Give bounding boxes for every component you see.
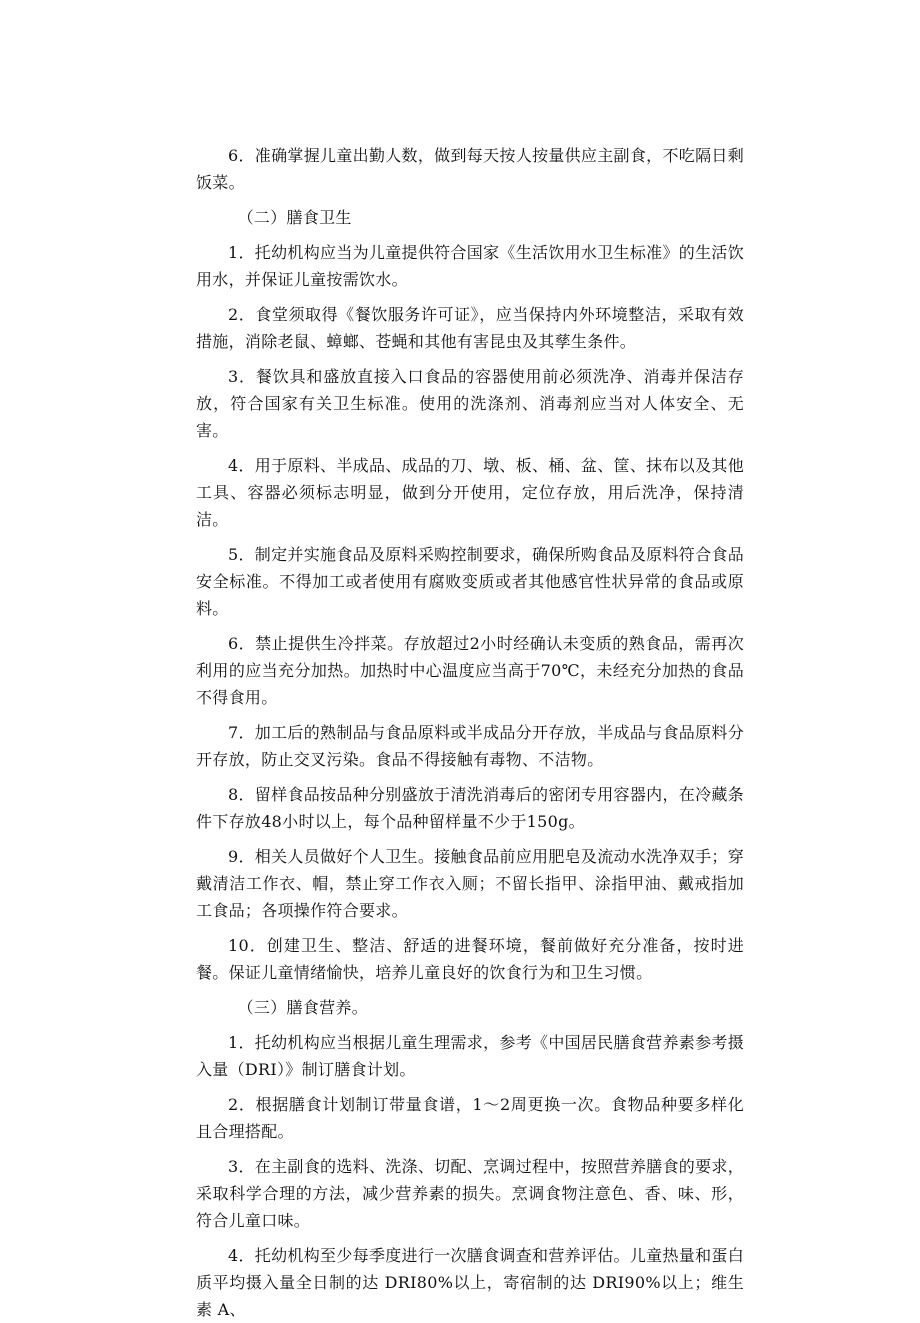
paragraph-item-3-cooking: 3．在主副食的选料、洗涤、切配、烹调过程中，按照营养膳食的要求，采取科学合理的方法，减少营养素的损失。烹调食物注意色、香、味、形，符合儿童口味。 bbox=[196, 1157, 744, 1230]
paragraph-item-7-separate-storage: 7．加工后的熟制品与食品原料或半成品分开存放，半成品与食品原料分开存放，防止交叉污染。食品不得接触有毒物、不洁物。 bbox=[196, 723, 744, 769]
paragraph-item-5-procurement: 5．制定并实施食品及原料采购控制要求，确保所购食品及原料符合食品安全标准。不得加工或者使用有腐败变质或者其他感官性状异常的食品或原料。 bbox=[196, 545, 744, 618]
paragraph-item-1-drinking-water: 1．托幼机构应当为儿童提供符合国家《生活饮用水卫生标准》的生活饮用水，并保证儿童按需饮水。 bbox=[196, 243, 744, 289]
paragraph-item-2-canteen-license: 2．食堂须取得《餐饮服务许可证》，应当保持内外环境整洁，采取有效措施，消除老鼠、蟑螂、苍蝇和其他有害昆虫及其孳生条件。 bbox=[196, 305, 744, 351]
paragraph-item-4-tools-labeling: 4．用于原料、半成品、成品的刀、墩、板、桶、盆、筐、抹布以及其他工具、容器必须标志明显，做到分开使用，定位存放，用后洗净，保持清洁。 bbox=[196, 456, 744, 529]
paragraph-item-6-cold-dishes: 6．禁止提供生冷拌菜。存放超过2小时经确认未变质的熟食品，需再次利用的应当充分加热。加热时中心温度应当高于70℃，未经充分加热的食品不得食用。 bbox=[196, 634, 744, 707]
paragraph-item-10-dining-environment: 10．创建卫生、整洁、舒适的进餐环境，餐前做好充分准备，按时进餐。保证儿童情绪愉快，培养儿童良好的饮食行为和卫生习惯。 bbox=[196, 936, 744, 982]
section-heading-diet-hygiene: （二）膳食卫生 bbox=[237, 208, 352, 227]
paragraph-item-4-nutrition-assessment: 4．托幼机构至少每季度进行一次膳食调查和营养评估。儿童热量和蛋白质平均摄入量全日制的达 DRI80%以上，寄宿制的达 DRI90%以上；维生素 A、 bbox=[196, 1246, 744, 1319]
paragraph-item-1-diet-plan: 1．托幼机构应当根据儿童生理需求，参考《中国居民膳食营养素参考摄入量（DRI）》制订膳食计划。 bbox=[196, 1033, 744, 1079]
paragraph-item-6-attendance: 6．准确掌握儿童出勤人数，做到每天按人按量供应主副食，不吃隔日剩饭菜。 bbox=[196, 146, 744, 192]
paragraph-item-3-tableware: 3．餐饮具和盛放直接入口食品的容器使用前必须洗净、消毒并保洁存放，符合国家有关卫生标准。使用的洗涤剂、消毒剂应当对人体安全、无害。 bbox=[196, 367, 744, 440]
section-heading-diet-nutrition: （三）膳食营养。 bbox=[237, 998, 368, 1017]
document-body bbox=[196, 142, 744, 1323]
paragraph-item-8-food-samples: 8．留样食品按品种分别盛放于清洗消毒后的密闭专用容器内，在冷藏条件下存放48小时以上，每个品种留样量不少于150g。 bbox=[196, 785, 744, 831]
paragraph-item-9-personal-hygiene: 9．相关人员做好个人卫生。接触食品前应用肥皂及流动水洗净双手；穿戴清洁工作衣、帽，禁止穿工作衣入厕；不留长指甲、涂指甲油、戴戒指加工食品；各项操作符合要求。 bbox=[196, 847, 744, 920]
paragraph-item-2-recipes: 2．根据膳食计划制订带量食谱，1～2周更换一次。食物品种要多样化且合理搭配。 bbox=[196, 1095, 744, 1141]
